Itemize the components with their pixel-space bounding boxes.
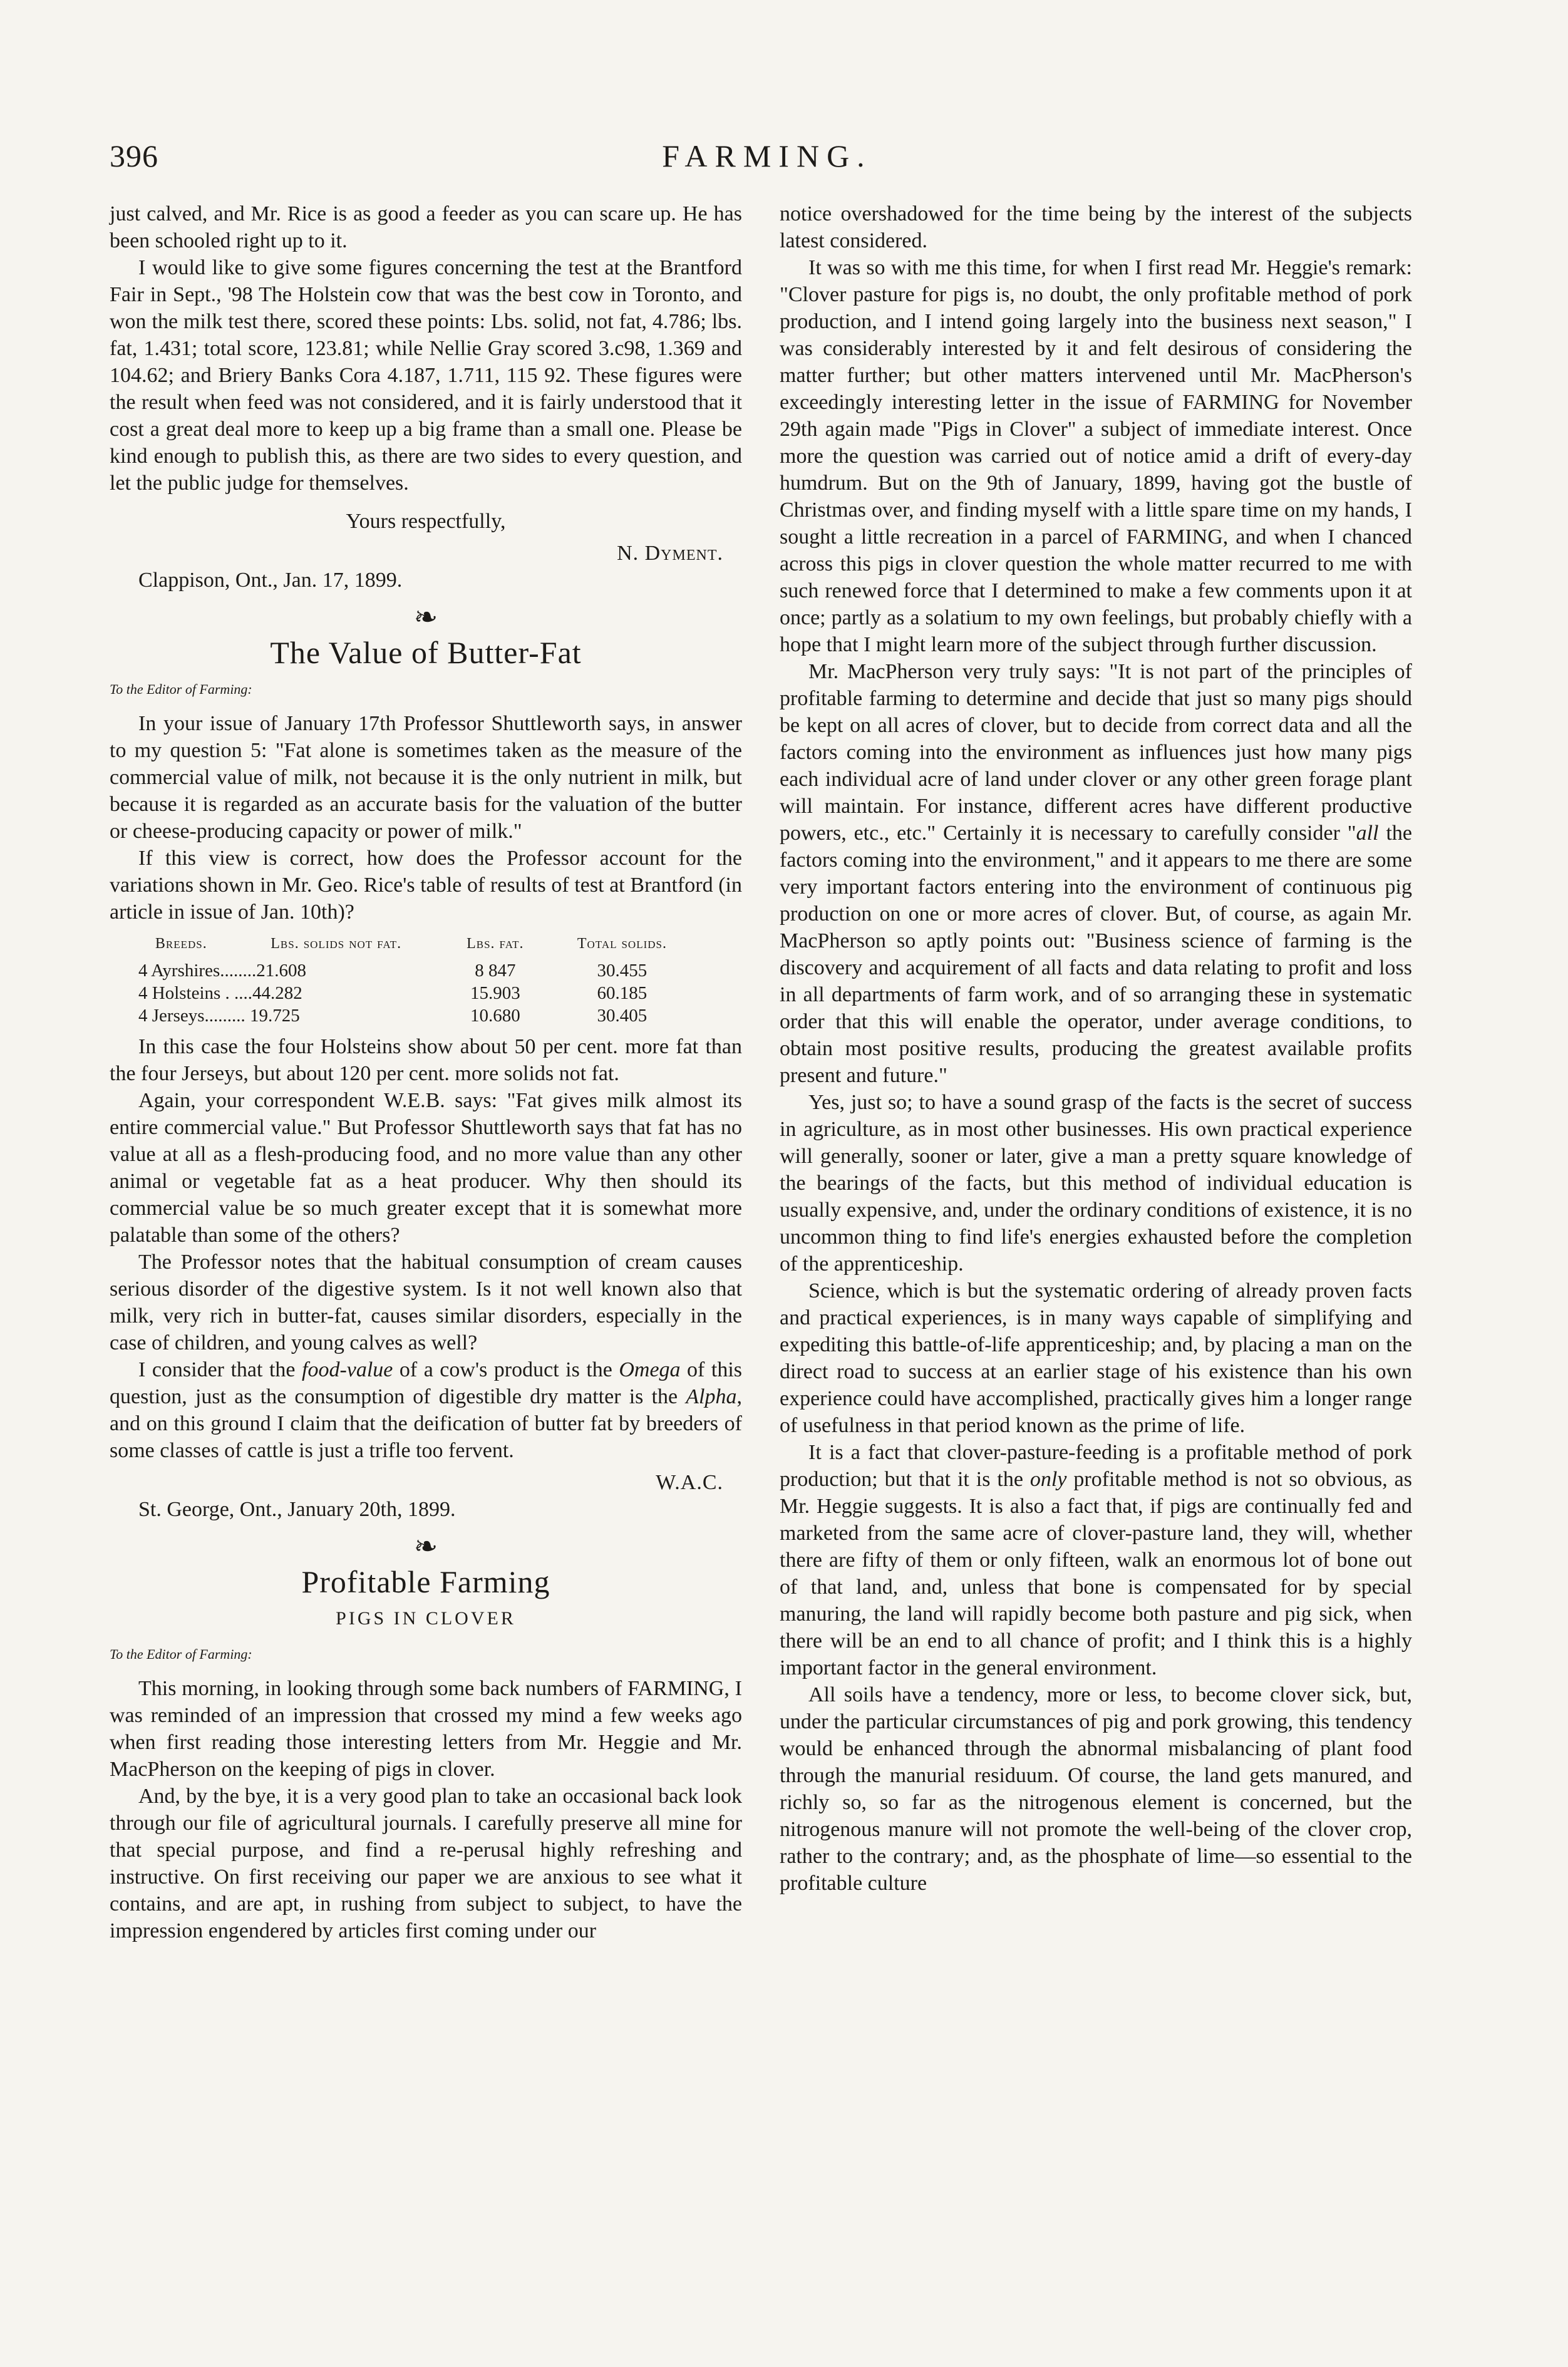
page-header	[110, 138, 1425, 182]
text-run: I consider that the	[138, 1358, 302, 1381]
right-column	[780, 200, 1412, 1897]
paragraph: And, by the bye, it is a very good plan to take an occasional back look through our file of agricultural journals. I carefully preserve all mine for that special purpose, and find a re-perusal highly refreshing and instructive. On first receiving our paper we are anxious to see what it contains, and are apt, in rushing from subject to subject, to have the impression engendered by articles first coming under our	[110, 1785, 742, 1942]
to-editor-line: To the Editor of Farming:	[110, 681, 252, 697]
paragraph	[110, 1356, 742, 1464]
table-header-cell: Lbs. fat.	[467, 936, 524, 952]
italic-text: food-value	[302, 1358, 393, 1381]
table-row	[135, 1004, 698, 1027]
text-run: profitable method is not so obvious, as Mr. Heggie suggests. It is also a fact that, if pigs are continually fed and marketed from the same acre of clover-pasture land, they will, whether there are fifty of them or only fifteen, walk an enormous lot of bone out of that land, and, unless that bone is compensated for by special manuring, the land will rapidly become both pasture and pig sick, when there will be an end to all chance of profit; and I think this is a highly important factor in the general environment.	[780, 1468, 1412, 1679]
italic-text: Alpha	[686, 1385, 737, 1408]
text-run: of a cow's product is the	[393, 1358, 619, 1381]
article-title: Profitable Farming	[301, 1564, 550, 1599]
italic-text: Omega	[619, 1358, 681, 1381]
text-run: It is a fact that clover-pasture-feeding is a profitable method of pork production; but that it is the	[780, 1441, 1412, 1491]
table-header-row	[135, 934, 698, 959]
paragraph: In this case the four Holsteins show about 50 per cent. more fat than the four Jerseys, but about 120 per cent. more solids not fat.	[110, 1035, 742, 1085]
paragraph	[780, 658, 1412, 1089]
paragraph: just calved, and Mr. Rice is as good a feeder as you can scare up. He has been schooled right up to it.	[110, 202, 742, 252]
table-cell: 30.455	[597, 961, 647, 981]
table-cell: 30.405	[597, 1006, 647, 1026]
article-subtitle: PIGS IN CLOVER	[336, 1608, 516, 1629]
text-run: , and on this ground I claim that the deification of butter fat by breeders of some classes of cattle is just a trifle too fervent.	[110, 1385, 742, 1462]
fleuron-ornament: ❧	[413, 1530, 438, 1562]
paragraph: notice overshadowed for the time being by the interest of the subjects latest considered.	[780, 202, 1412, 252]
text-run: Mr. MacPherson very truly says: "It is not part of the principles of profitable farming to determine and decide that just so many pigs should be kept on all acres of clover, but to decide from correct data and all the factors coming into the environment as influences just how many pigs each individual acre of land under clover or any other green forage plant will maintain. For instance, different acres have different productive powers, etc., etc." Certainly it is necessary to carefully consider "	[780, 660, 1412, 845]
page-number: 396	[110, 138, 158, 173]
paragraph: In your issue of January 17th Professor Shuttleworth says, in answer to my question 5: "Fat alone is sometimes taken as the measure of the commercial value of milk, not because it is the only nutrient in milk, but because it is regarded as an accurate basis for the valuation of the butter or cheese-producing capacity or power of milk."	[110, 712, 742, 843]
letter-signoff: Yours respectfully,	[346, 510, 506, 533]
to-editor-line: To the Editor of Farming:	[110, 1646, 252, 1662]
article-title: The Value of Butter-Fat	[270, 635, 582, 670]
paragraph: If this view is correct, how does the Professor account for the variations shown in Mr. Geo. Rice's table of results of test at Brantford (in article in issue of Jan. 10th)?	[110, 847, 742, 924]
letter-place-date: St. George, Ont., January 20th, 1899.	[138, 1498, 456, 1521]
paragraph: Science, which is but the systematic ordering of already proven facts and practical experiences, is in many ways capable of simplifying and expediting this battle-of-life apprenticeship; and, by placing a man on the direct road to success at an earlier stage of his existence than his own experience could have accomplished, practically gives him a longer range of usefulness in that period known as the prime of life.	[780, 1279, 1412, 1437]
text-run: the factors coming into the environment," and it appears to me there are some very important factors entering into the environment of continuous pig production on one or more acres of clover. But, of course, as again Mr. MacPherson so aptly points out: "Business science of farming is the discovery and acquirement of all facts and data relating to profit and loss in all departments of farm work, and of so arranging these in systematic order that this will enable the operator, under average conditions, to obtain most positive results, producing the greatest available profits present and future."	[780, 822, 1412, 1087]
letter-signature: W.A.C.	[656, 1471, 723, 1494]
paragraph: Yes, just so; to have a sound grasp of the facts is the secret of success in agriculture, as in most other businesses. His own practical experience will generally, sooner or later, give a man a pretty square knowledge of the bearings of the facts, but this method of individual education is usually expensive, and, under the ordinary conditions of existence, it is no uncommon thing to find life's energies exhausted before the completion of the apprenticeship.	[780, 1091, 1412, 1276]
table-cell: 8 847	[475, 961, 516, 981]
letter-signature: N. Dyment.	[617, 542, 723, 565]
italic-text: only	[1029, 1468, 1067, 1491]
table-cell: 4 Ayrshires........21.608	[138, 961, 306, 981]
paragraph: The Professor notes that the habitual consumption of cream causes serious disorder of the digestive system. Is it not well known also that milk, very rich in butter-fat, causes similar disorders, especially in the case of children, and young calves as well?	[110, 1251, 742, 1354]
letter-place-date: Clappison, Ont., Jan. 17, 1899.	[138, 569, 403, 592]
left-column	[110, 200, 742, 1944]
italic-text: all	[1356, 822, 1379, 845]
table-row	[135, 982, 698, 1004]
results-table	[135, 934, 698, 1027]
table-cell: 4 Jerseys......... 19.725	[138, 1006, 300, 1026]
paragraph: This morning, in looking through some back numbers of FARMING, I was reminded of an impression that crossed my mind a few weeks ago when first reading those interesting letters from Mr. Heggie and Mr. MacPherson on the keeping of pigs in clover.	[110, 1677, 742, 1781]
table-cell: 10.680	[470, 1006, 520, 1026]
table-cell: 4 Holsteins . ....44.282	[138, 983, 302, 1003]
table-cell: 60.185	[597, 983, 647, 1003]
table-header-cell: Lbs. solids not fat.	[271, 936, 402, 952]
fleuron-ornament: ❧	[413, 601, 438, 633]
table-header-cell: Breeds.	[155, 936, 207, 952]
text-run: of this question, just as the consumption of digestible dry matter is the	[110, 1358, 742, 1408]
paragraph: I would like to give some figures concerning the test at the Brantford Fair in Sept., '98 The Holstein cow that was the best cow in Toronto, and won the milk test there, scored these points: Lbs. solid, not fat, 4.786; lbs. fat, 1.431; total score, 123.81; while Nellie Gray scored 3.c98, 1.369 and 104.62; and Briery Banks Cora 4.187, 1.711, 115 92. These figures were the result when feed was not considered, and it is fairly understood that it cost a great deal more to keep up a big frame than a small one. Please be kind enough to publish this, as there are two sides to every question, and let the public judge for themselves.	[110, 256, 742, 495]
running-title: FARMING.	[662, 138, 872, 173]
table-header-cell: Total solids.	[577, 936, 667, 952]
table-cell: 15.903	[470, 983, 520, 1003]
paragraph: All soils have a tendency, more or less, to become clover sick, but, under the particular circumstances of pig and pork growing, this tendency would be enhanced through the abnormal misbalancing of plant food through the manurial residuum. Of course, the land gets manured, and richly so, so far as the nitrogenous element is concerned, but the nitrogenous manure will not promote the well-being of the clover crop, rather to the contrary; and, as the phosphate of lime—so essential to the profitable culture	[780, 1683, 1412, 1895]
paragraph: It was so with me this time, for when I first read Mr. Heggie's remark: "Clover pasture for pigs is, no doubt, the only profitable method of pork production, and I intend going largely into the business next season," I was considerably interested by it and felt desirous of considering the matter further; but other matters intervened until Mr. MacPherson's exceedingly interesting letter in the issue of FARMING for November 29th again made "Pigs in Clover" a subject of immediate interest. Once more the question was carried out of notice amid a drift of every-day humdrum. But on the 9th of January, 1899, having got the bustle of Christmas over, and finding myself with a little spare time on my hands, I sought a little recreation in a parcel of FARMING, and when I chanced across this pigs in clover question the whole matter recurred to me with such renewed force that I determined to make a few comments upon it at once; partly as a solatium to my own feelings, but probably chiefly with a hope that I might learn more of the subject through further discussion.	[780, 256, 1412, 656]
paragraph: Again, your correspondent W.E.B. says: "Fat gives milk almost its entire commercial value." But Professor Shuttleworth says that fat has no value at all as a flesh-producing food, and no more value than any other animal or vegetable fat as a heat producer. Why then should its commercial value be so much greater except that it is somewhat more palatable than some of the others?	[110, 1089, 742, 1247]
paragraph	[780, 1439, 1412, 1681]
table-row	[135, 959, 698, 982]
